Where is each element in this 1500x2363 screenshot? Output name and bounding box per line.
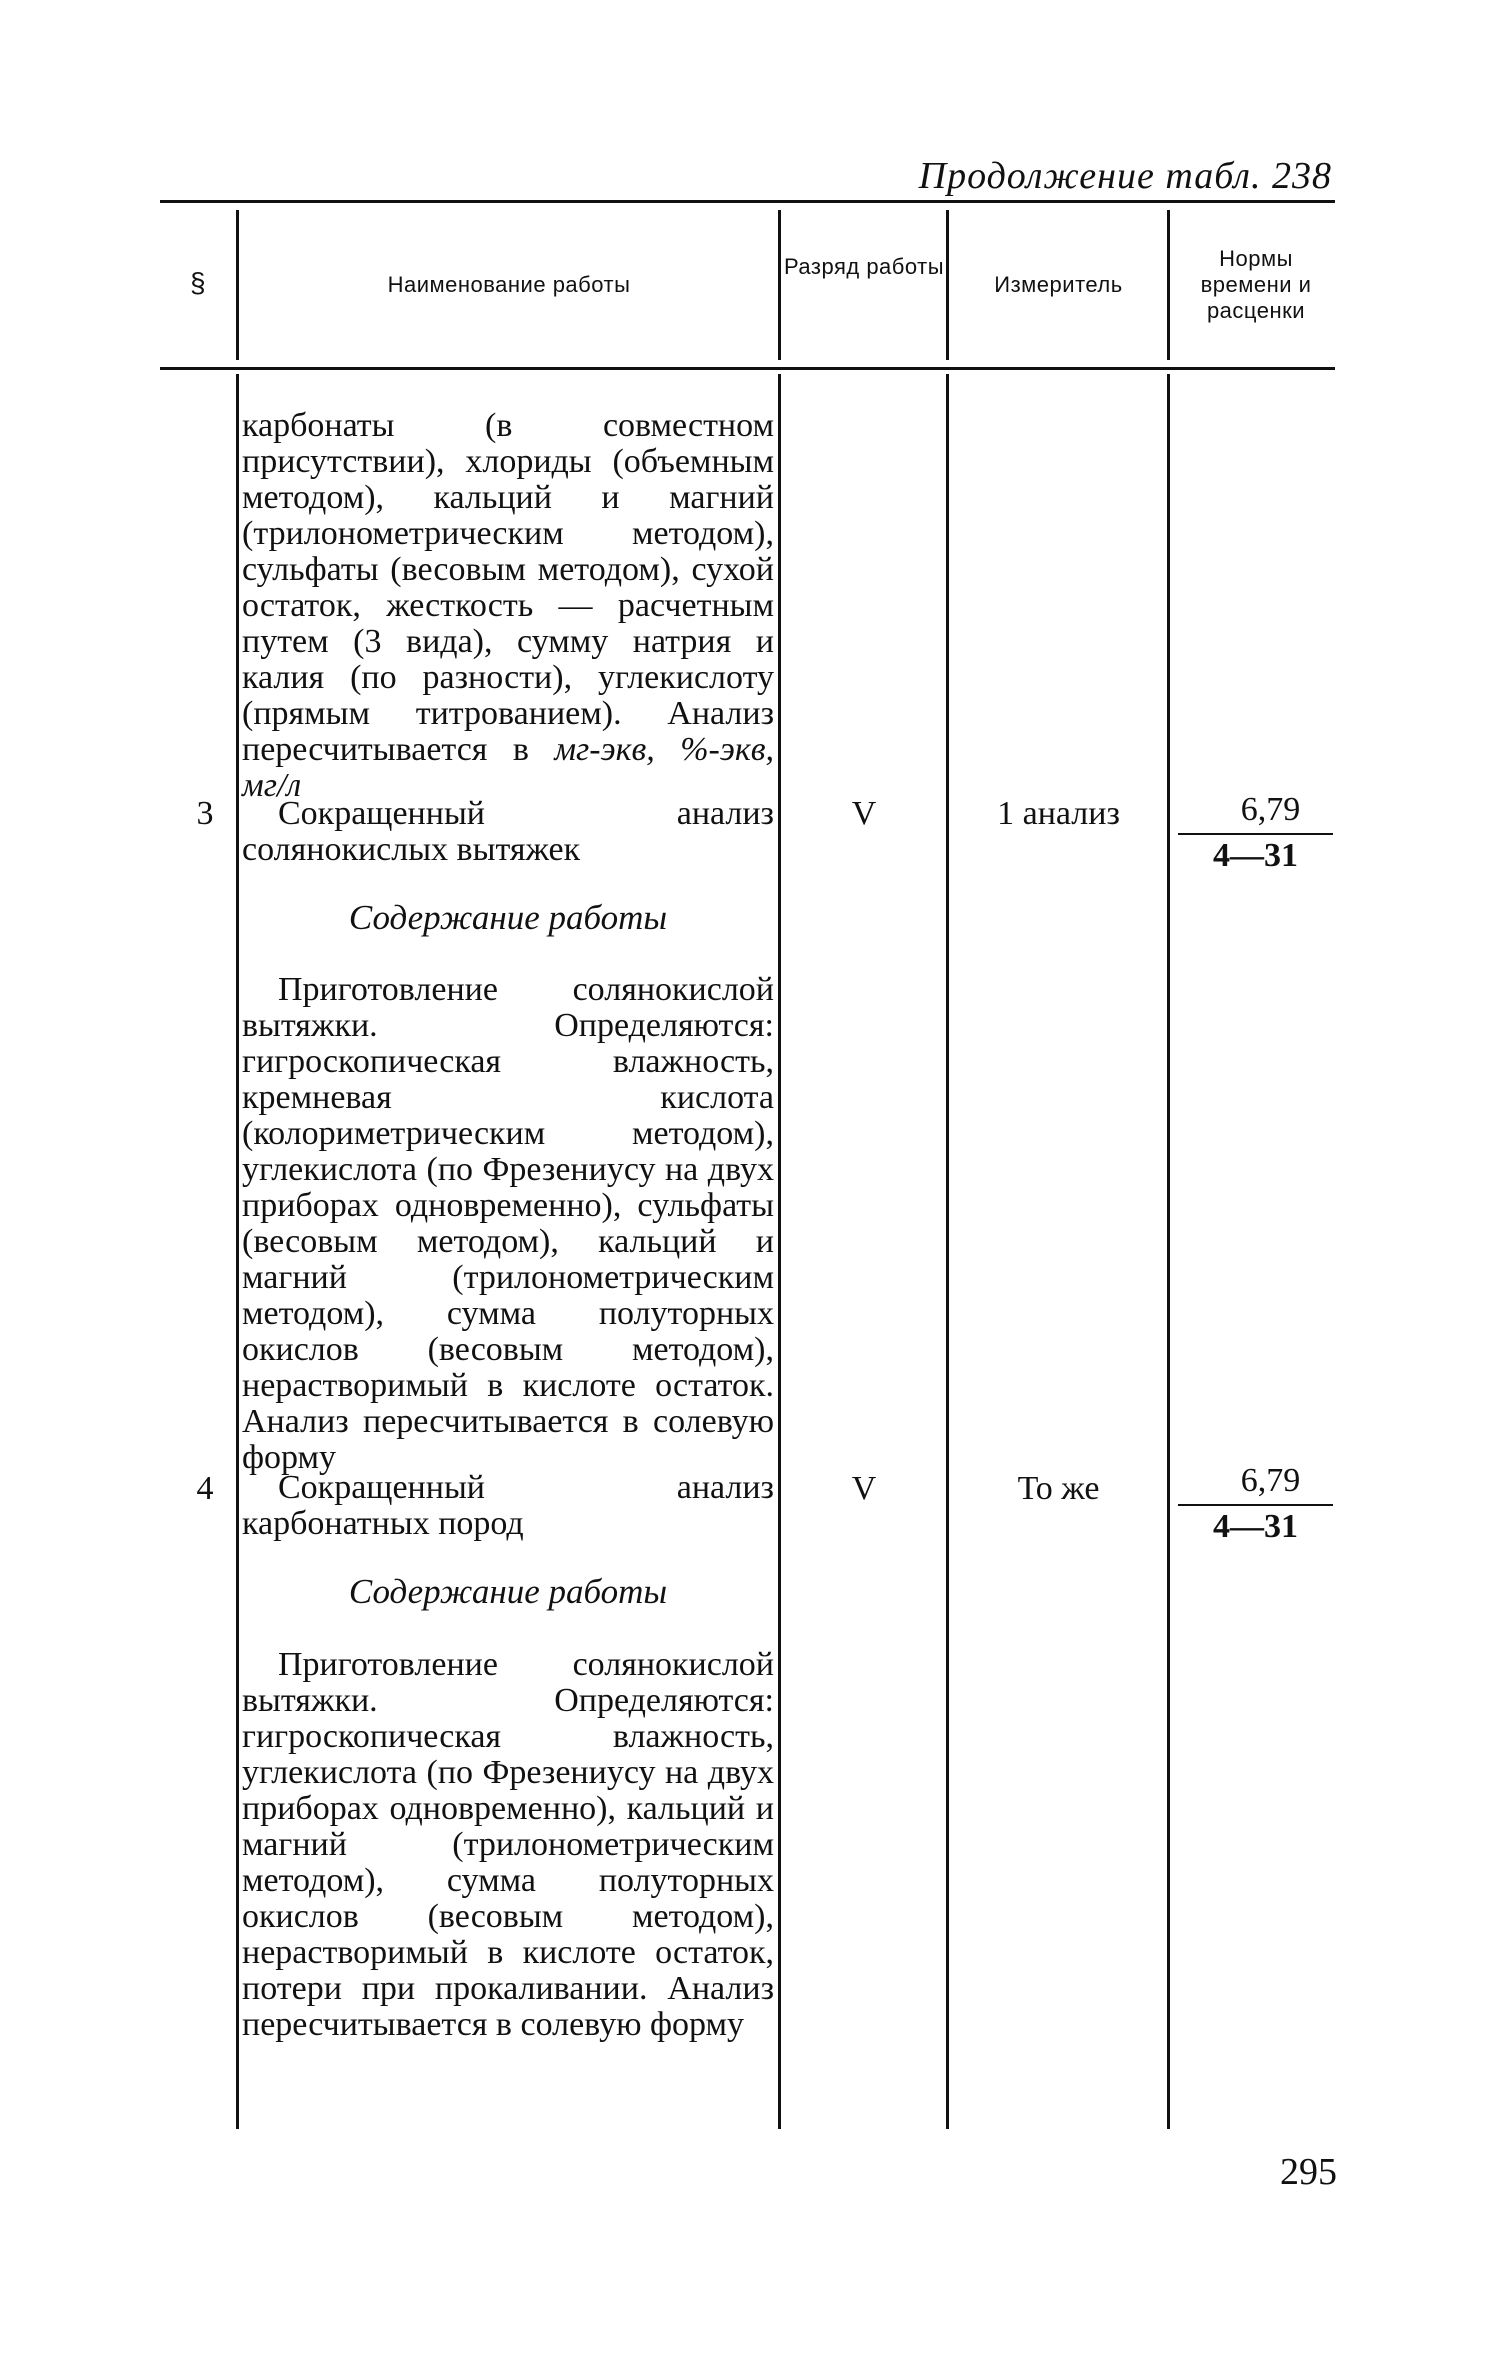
header-section: §: [189, 267, 207, 298]
header-grade: Разряд работы: [783, 254, 945, 279]
header-bottom-rule: [160, 367, 1335, 370]
row-3-norms: [1178, 791, 1333, 875]
row-4-unit: То же: [1017, 1470, 1100, 1507]
row-3-number: 3: [196, 795, 214, 832]
row-4-grade: V: [851, 1470, 877, 1507]
row-4-norm-price: 4—31: [1213, 1508, 1298, 1545]
body-divider-2: [778, 374, 781, 2129]
header-divider-3: [946, 210, 949, 360]
page-number: 295: [1280, 2151, 1337, 2193]
row-4-norms: [1178, 1462, 1333, 1546]
row-3-norm-time: 6,79: [1240, 791, 1301, 828]
header-name: Наименование работы: [387, 272, 631, 297]
header-divider-4: [1167, 210, 1170, 360]
continuation-body: карбонаты (в совместном присутствии), хлориды (объемным методом), кальций и магний (трилонометрическим методом), сульфаты (весовым методом), сухой остаток, жесткость — расчетным путем (3 вида), сумму натрия и калия (по разности), углекислоту (прямым титрованием). Анализ пересчитывается в: [242, 407, 774, 768]
row-3-norm-price: 4—31: [1213, 837, 1298, 874]
table-caption: Продолжение табл. 238: [918, 155, 1332, 197]
header-divider-2: [778, 210, 781, 360]
row-3-title: Сокращенный анализ солянокислых вытяжек: [242, 795, 774, 868]
row-4-norm-time: 6,79: [1240, 1462, 1301, 1499]
row-3-content-heading: Содержание работы: [348, 898, 668, 937]
body-divider-1: [236, 374, 239, 2129]
body-divider-4: [1167, 374, 1170, 2129]
row-4-title: Сокращенный анализ карбонатных пород: [242, 1469, 774, 1542]
continuation-text: [242, 408, 774, 804]
table-top-rule: [160, 200, 1335, 203]
header-unit: Измеритель: [994, 272, 1123, 297]
row-4-content-heading: Содержание работы: [348, 1572, 668, 1611]
row-3-unit: 1 анализ: [997, 795, 1120, 832]
continuation-units: мг-экв, %-экв, мг/л: [242, 731, 774, 804]
row-4-number: 4: [196, 1470, 214, 1507]
body-divider-3: [946, 374, 949, 2129]
row-3-grade: V: [851, 795, 877, 832]
row-3-content-text: Приготовление солянокислой вытяжки. Определяются: гигроскопическая влажность, кремневая кислота (колориметрическим методом), углекислота (по Фрезениусу на двух приборах одновременно), сульфаты (весовым методом), кальций и магний (трилонометрическим методом), сумма полуторных окислов (весовым методом), нерастворимый в кислоте остаток. Анализ пересчитывается в солевую форму: [242, 971, 774, 1476]
row-4-fraction-bar: [1178, 1504, 1333, 1506]
header-norms: Нормы времени и расценки: [1200, 246, 1312, 323]
row-3-fraction-bar: [1178, 833, 1333, 835]
header-divider-1: [236, 210, 239, 360]
row-4-content-text: Приготовление солянокислой вытяжки. Определяются: гигроскопическая влажность, углекислота (по Фрезениусу на двух приборах одновременно), кальций и магний (трилонометрическим методом), сумма полуторных окислов (весовым методом), нерастворимый в кислоте остаток, потери при прокаливании. Анализ пересчитывается в солевую форму: [242, 1646, 774, 2043]
